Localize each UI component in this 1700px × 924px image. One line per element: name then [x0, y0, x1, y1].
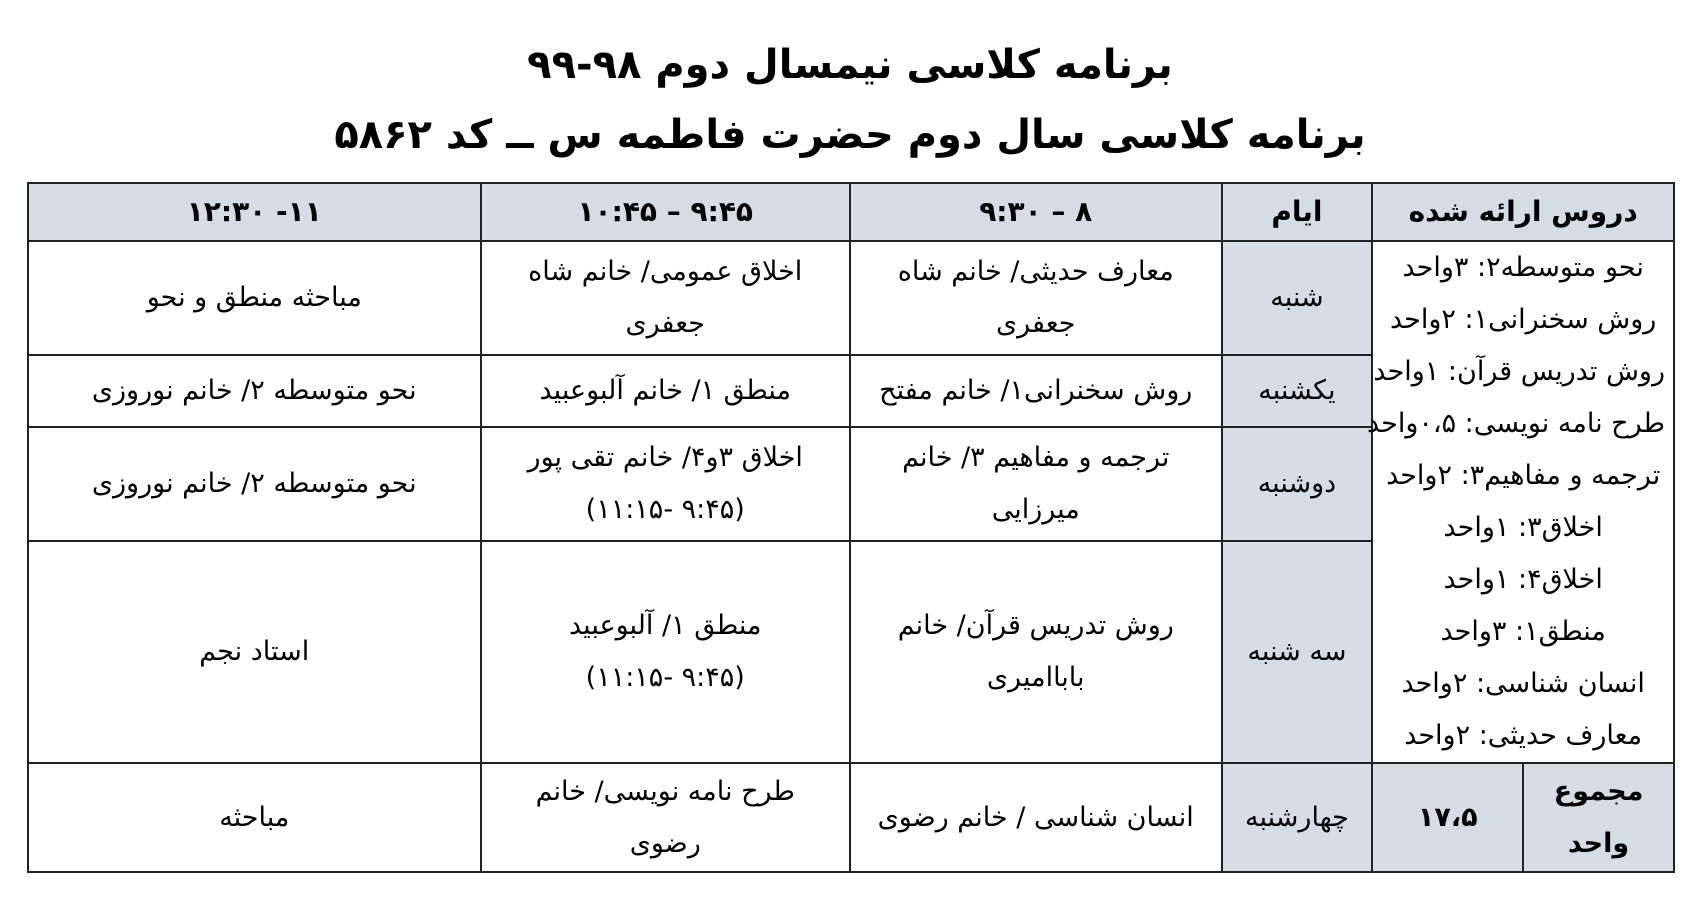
cell-slot3 [28, 427, 481, 541]
cell-slot1 [850, 427, 1222, 541]
cell-line: طرح نامه نویسی/ خانم [535, 775, 795, 807]
header-slot1: ۸ – ۹:۳۰ [850, 183, 1222, 241]
cell-slot2 [481, 763, 850, 872]
cell-slot2 [481, 541, 850, 763]
cell-line: اخلاق عمومی/ خانم شاه [528, 256, 803, 288]
header-days: ایام [1222, 183, 1373, 241]
total-label: مجموع واحد [1523, 763, 1674, 872]
course-item: اخلاق۳: ۱واحد [1443, 512, 1603, 543]
course-item: طرح نامه نویسی: ۰،۵واحد [1366, 408, 1665, 439]
cell-line: روش تدریس قرآن/ خانم بابااميری [897, 609, 1174, 693]
header-slot2: ۹:۴۵ – ۱۰:۴۵ [481, 183, 850, 241]
course-item: منطق۱: ۳واحد [1440, 616, 1606, 647]
cell-line: معارف حدیثی/ خانم شاه جعفری [897, 256, 1174, 340]
cell-line: مباحثه منطق و نحو [146, 282, 362, 314]
course-item: اخلاق۴: ۱واحد [1443, 564, 1603, 595]
total-value: ۱۷،۵ [1372, 763, 1523, 872]
cell-line: نحو متوسطه ۲/ خانم نوروزی [91, 374, 417, 406]
cell-line: روش سخنرانی۱/ خانم مفتح [879, 374, 1193, 406]
schedule-table [27, 182, 1675, 873]
header-slot3: ۱۱- ۱۲:۳۰ [28, 183, 481, 241]
cell-slot3 [28, 763, 481, 872]
page-title: برنامه کلاسی نیمسال دوم ۹۸-۹۹ [527, 42, 1173, 88]
courses-list [1366, 241, 1674, 763]
day-saturday: شنبه [1222, 241, 1373, 355]
cell-slot1 [850, 241, 1222, 355]
day-monday: دوشنبه [1222, 427, 1373, 541]
cell-slot2 [481, 241, 850, 355]
cell-line: رضوی [629, 827, 701, 859]
page-subtitle: برنامه کلاسی سال دوم حضرت فاطمه س ــ کد ۵۸۶۲ [334, 112, 1366, 158]
course-item: ترجمه و مفاهیم۳: ۲واحد [1386, 460, 1661, 491]
cell-line: نحو متوسطه ۲/ خانم نوروزی [91, 467, 417, 499]
cell-line: انسان شناسی / خانم رضوی [877, 801, 1194, 833]
course-item: روش تدریس قرآن: ۱واحد [1373, 356, 1665, 387]
cell-line: (۹:۴۵ -۱۱:۱۵) [585, 661, 745, 693]
day-tuesday: سه شنبه [1222, 541, 1373, 763]
day-wednesday: چهارشنبه [1222, 763, 1373, 872]
cell-line: منطق ۱/ آلبوعبید [569, 609, 762, 641]
cell-slot1 [850, 355, 1222, 426]
course-item: معارف حدیثی: ۲واحد [1404, 720, 1643, 751]
course-item: انسان شناسی: ۲واحد [1401, 668, 1645, 699]
cell-slot1 [850, 541, 1222, 763]
cell-slot2 [481, 355, 850, 426]
cell-slot3 [28, 241, 481, 355]
day-sunday: یکشنبه [1222, 355, 1373, 426]
cell-slot3 [28, 355, 481, 426]
cell-line: مباحثه [219, 801, 290, 833]
cell-line: جعفری [625, 308, 705, 340]
header-courses: دروس ارائه شده [1372, 183, 1674, 241]
course-item: نحو متوسطه۲: ۳واحد [1402, 252, 1644, 283]
cell-line: اخلاق ۳و۴/ خانم تقی پور [527, 441, 803, 473]
cell-slot3 [28, 541, 481, 763]
course-item: روش سخنرانی۱: ۲واحد [1389, 304, 1657, 335]
cell-slot1 [850, 763, 1222, 872]
cell-line: استاد نجم [199, 635, 310, 667]
cell-slot2 [481, 427, 850, 541]
cell-line: منطق ۱/ خانم آلبوعبید [539, 374, 791, 406]
cell-line: (۹:۴۵ -۱۱:۱۵) [585, 493, 745, 525]
cell-line: ترجمه و مفاهیم ۳/ خانم میرزایی [902, 441, 1170, 525]
